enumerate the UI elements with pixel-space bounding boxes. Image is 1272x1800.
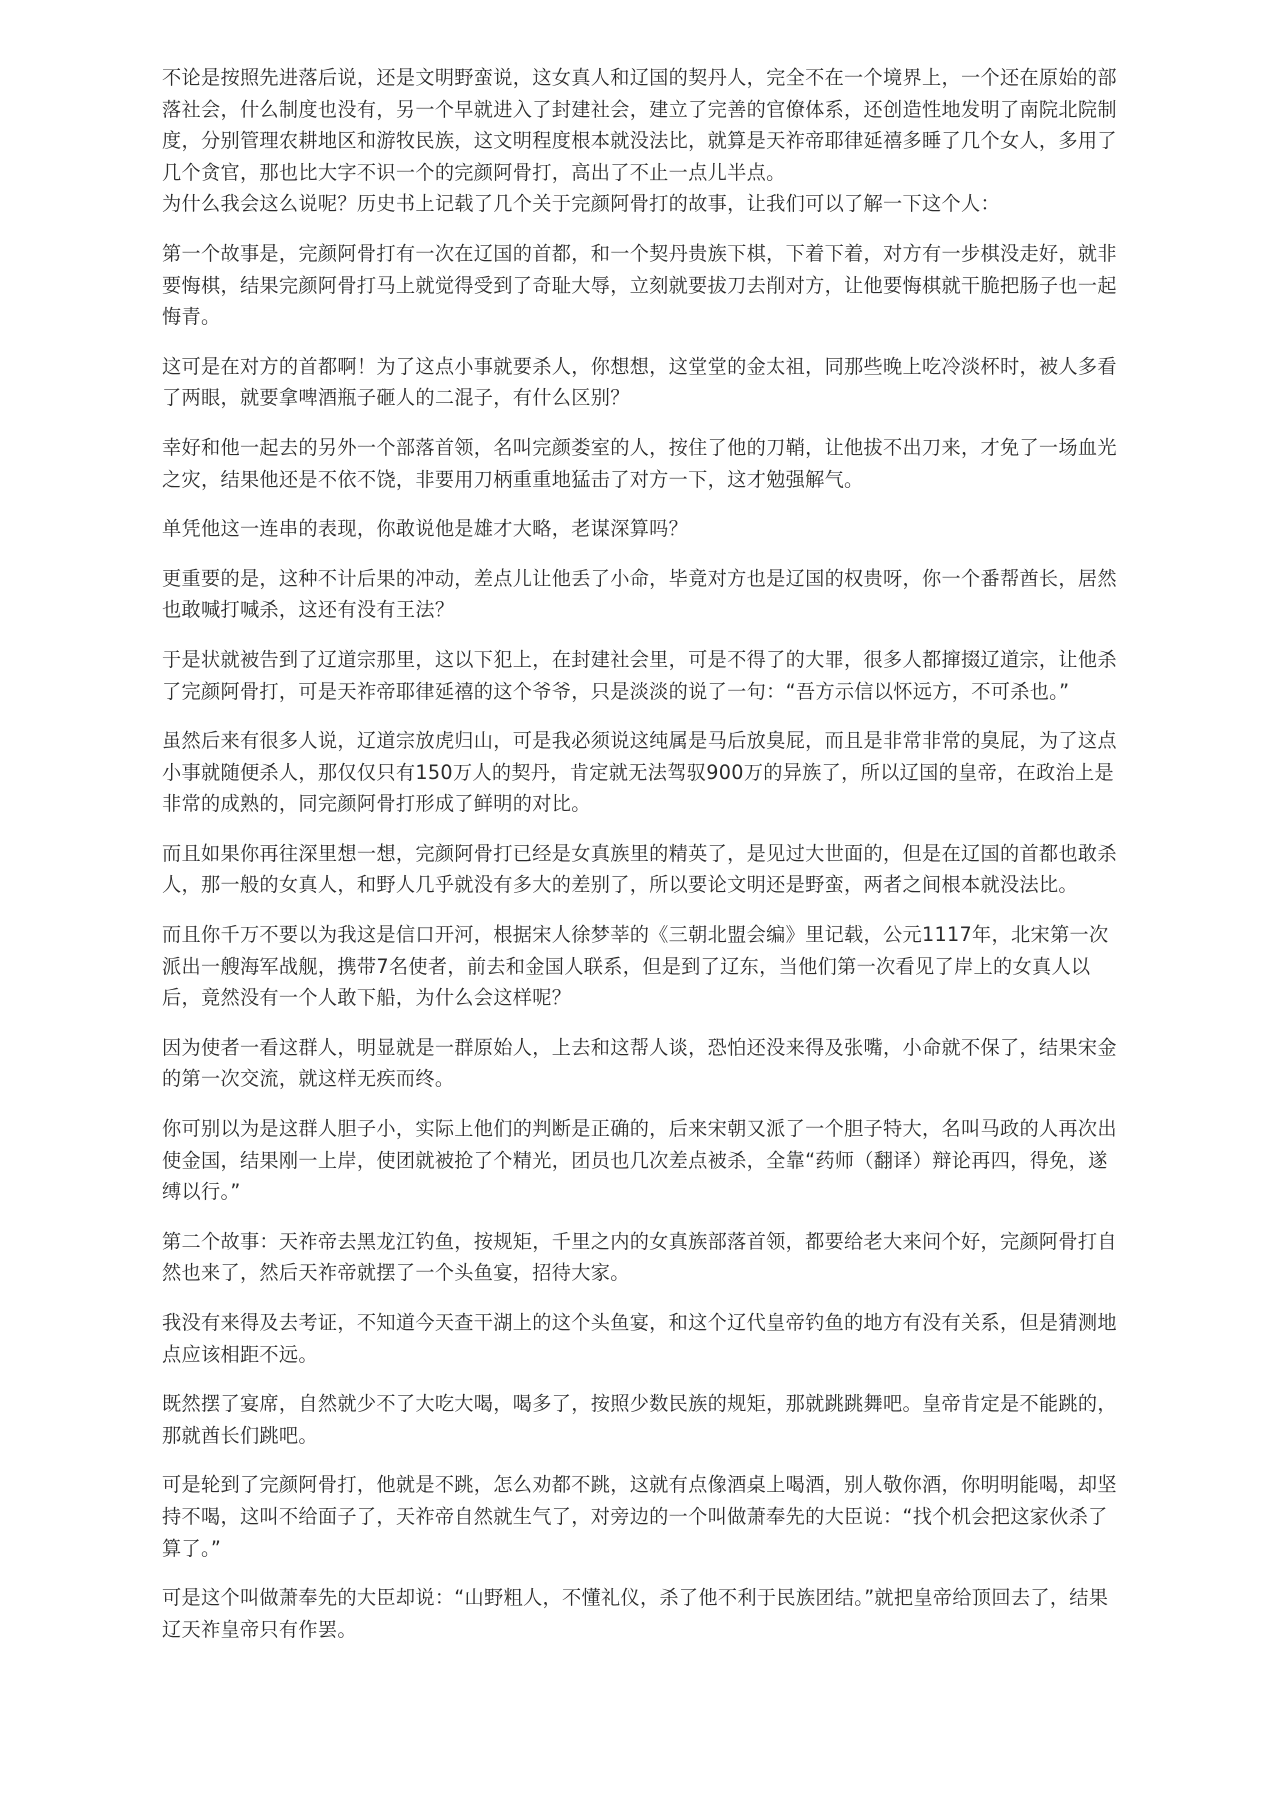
paragraph-8: 于是状就被告到了辽道宗那里，这以下犯上，在封建社会里，可是不得了的大罪，很多人都撺掇辽道宗，让他杀了完颜阿骨打，可是天祚帝耶律延禧的这个爷爷，只是淡淡的说了一句：“吾方示信以怀远方，不可杀也。”: [162, 647, 1117, 703]
paragraph-12: 因为使者一看这群人，明显就是一群原始人，上去和这帮人谈，恐怕还没来得及张嘴，小命就不保了，结果宋金的第一次交流，就这样无疾而终。: [162, 1035, 1117, 1091]
paragraph-4: 这可是在对方的首都啊！为了这点小事就要杀人，你想想，这堂堂的金太祖，同那些晚上吃冷淡杯时，被人多看了两眼，就要拿啤酒瓶子砸人的二混子，有什么区别？: [162, 354, 1117, 410]
paragraph-2: 为什么我会这么说呢？历史书上记载了几个关于完颜阿骨打的故事，让我们可以了解一下这个人：: [162, 192, 1000, 216]
paragraph-9: 虽然后来有很多人说，辽道宗放虎归山，可是我必须说这纯属是马后放臭屁，而且是非常非常的臭屁，为了这点小事就随便杀人，那仅仅只有150万人的契丹，肯定就无法驾驭900万的异族了，所以辽国的皇帝，在政治上是非常的成熟的，同完颜阿骨打形成了鲜明的对比。: [162, 729, 1117, 816]
article-body: [162, 62, 1120, 1663]
paragraph-14: 第二个故事：天祚帝去黑龙江钓鱼，按规矩，千里之内的女真族部落首领，都要给老大来问个好，完颜阿骨打自然也来了，然后天祚帝就摆了一个头鱼宴，招待大家。: [162, 1229, 1117, 1285]
paragraph-6: 单凭他这一连串的表现，你敢说他是雄才大略，老谋深算吗？: [162, 517, 689, 541]
paragraph-11: 而且你千万不要以为我这是信口开河，根据宋人徐梦莘的《三朝北盟会编》里记载，公元1117年，北宋第一次派出一艘海军战舰，携带7名使者，前去和金国人联系，但是到了辽东，当他们第一次看见了岸上的女真人以后，竟然没有一个人敢下船，为什么会这样呢？: [162, 923, 1109, 1010]
paragraph-1: 不论是按照先进落后说，还是文明野蛮说，这女真人和辽国的契丹人，完全不在一个境界上，一个还在原始的部落社会，什么制度也没有，另一个早就进入了封建社会，建立了完善的官僚体系，还创造性地发明了南院北院制度，分别管理农耕地区和游牧民族，这文明程度根本就没法比，就算是天祚帝耶律延禧多睡了几个女人，多用了几个贪官，那也比大字不识一个的完颜阿骨打，高出了不止一点儿半点。: [162, 66, 1117, 184]
paragraph-13: 你可别以为是这群人胆子小，实际上他们的判断是正确的，后来宋朝又派了一个胆子特大，名叫马政的人再次出使金国，结果刚一上岸，使团就被抢了个精光，团员也几次差点被杀，全靠“药师（翻译）辩论再四，得免，遂缚以行。”: [162, 1117, 1117, 1204]
paragraph-15: 我没有来得及去考证，不知道今天查干湖上的这个头鱼宴，和这个辽代皇帝钓鱼的地方有没有关系，但是猜测地点应该相距不远。: [162, 1311, 1117, 1366]
paragraph-10: 而且如果你再往深里想一想，完颜阿骨打已经是女真族里的精英了，是见过大世面的，但是在辽国的首都也敢杀人，那一般的女真人，和野人几乎就没有多大的差别了，所以要论文明还是野蛮，两者之间根本就没法比。: [162, 841, 1117, 897]
paragraph-18: 可是这个叫做萧奉先的大臣却说：“山野粗人，不懂礼仪，杀了他不利于民族团结。”就把皇帝给顶回去了，结果辽天祚皇帝只有作罢。: [162, 1586, 1109, 1641]
paragraph-7: 更重要的是，这种不计后果的冲动，差点儿让他丢了小命，毕竟对方也是辽国的权贵呀，你一个番帮酋长，居然也敢喊打喊杀，这还有没有王法？: [162, 566, 1117, 622]
paragraph-17: 可是轮到了完颜阿骨打，他就是不跳，怎么劝都不跳，这就有点像酒桌上喝酒，别人敬你酒，你明明能喝，却坚持不喝，这叫不给面子了，天祚帝自然就生气了，对旁边的一个叫做萧奉先的大臣说：“找个机会把这家伙杀了算了。”: [162, 1473, 1117, 1560]
paragraph-3: 第一个故事是，完颜阿骨打有一次在辽国的首都，和一个契丹贵族下棋，下着下着，对方有一步棋没走好，就非要悔棋，结果完颜阿骨打马上就觉得受到了奇耻大辱，立刻就要拔刀去削对方，让他要悔棋就干脆把肠子也一起悔青。: [162, 241, 1117, 329]
paragraph-16: 既然摆了宴席，自然就少不了大吃大喝，喝多了，按照少数民族的规矩，那就跳跳舞吧。皇帝肯定是不能跳的，那就酋长们跳吧。: [162, 1392, 1117, 1447]
paragraph-5: 幸好和他一起去的另外一个部落首领，名叫完颜娄室的人，按住了他的刀鞘，让他拔不出刀来，才免了一场血光之灾，结果他还是不依不饶，非要用刀柄重重地猛击了对方一下，这才勉强解气。: [162, 435, 1117, 491]
